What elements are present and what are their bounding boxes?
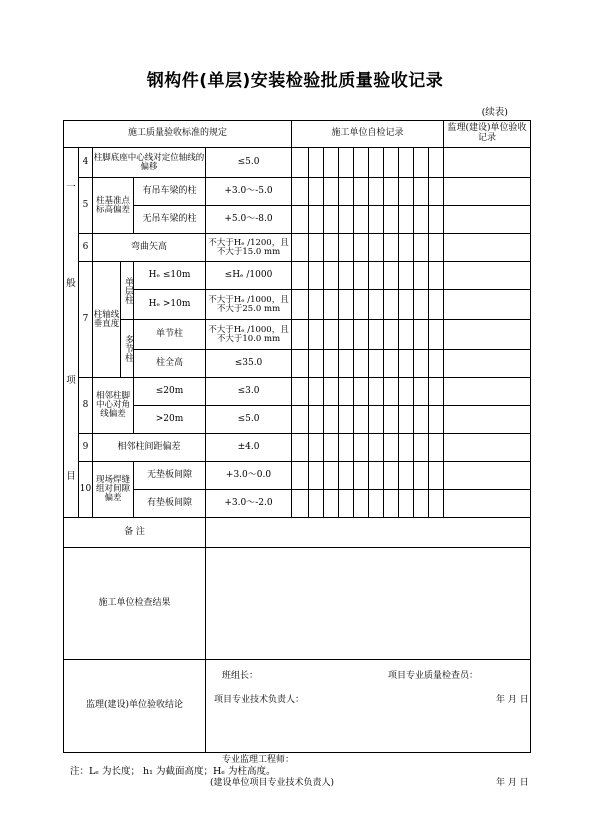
check-cell[interactable] bbox=[384, 490, 399, 518]
item-name-4: 柱脚底座中心线对定位轴线的偏移 bbox=[93, 148, 206, 178]
construction-result-cell[interactable] bbox=[206, 548, 531, 705]
item-sub-value: +3.0～-2.0 bbox=[206, 490, 292, 518]
check-cell[interactable] bbox=[369, 378, 384, 406]
check-cell[interactable] bbox=[369, 350, 384, 378]
check-cell[interactable] bbox=[292, 490, 309, 518]
header-supervision: 监理(建设)单位验收记录 bbox=[444, 121, 531, 148]
check-cell[interactable] bbox=[292, 320, 309, 350]
check-cell[interactable] bbox=[399, 490, 414, 518]
check-cell[interactable] bbox=[324, 290, 339, 320]
check-cell[interactable] bbox=[369, 320, 384, 350]
check-cell[interactable] bbox=[414, 320, 429, 350]
check-cell[interactable] bbox=[309, 434, 324, 462]
check-cell[interactable] bbox=[429, 262, 444, 290]
category-char-1: 一 bbox=[66, 181, 76, 193]
check-cell[interactable] bbox=[354, 406, 369, 434]
supervision-cell[interactable] bbox=[444, 178, 531, 206]
check-cell[interactable] bbox=[369, 148, 384, 178]
header-standard: 施工质量验收标准的规定 bbox=[64, 121, 292, 148]
check-cell[interactable] bbox=[309, 320, 324, 350]
check-cell[interactable] bbox=[324, 490, 339, 518]
check-cell[interactable] bbox=[369, 490, 384, 518]
check-cell[interactable] bbox=[429, 320, 444, 350]
check-cell[interactable] bbox=[414, 490, 429, 518]
check-cell[interactable] bbox=[354, 206, 369, 234]
item-no-8: 8 bbox=[79, 378, 93, 434]
check-cell[interactable] bbox=[339, 206, 354, 234]
check-cell[interactable] bbox=[399, 290, 414, 320]
item-sub-value: ≤35.0 bbox=[206, 350, 292, 378]
check-cell[interactable] bbox=[429, 178, 444, 206]
check-cell[interactable] bbox=[324, 178, 339, 206]
check-cell[interactable] bbox=[354, 262, 369, 290]
check-cell[interactable] bbox=[324, 406, 339, 434]
check-cell[interactable] bbox=[369, 406, 384, 434]
check-cell[interactable] bbox=[369, 178, 384, 206]
check-cell[interactable] bbox=[414, 406, 429, 434]
check-cell[interactable] bbox=[384, 262, 399, 290]
item-sub-label: Hₑ >10m bbox=[134, 290, 206, 320]
supervision-cell[interactable] bbox=[444, 320, 531, 350]
check-cell[interactable] bbox=[339, 290, 354, 320]
check-cell[interactable] bbox=[339, 490, 354, 518]
check-cell[interactable] bbox=[324, 350, 339, 378]
check-cell[interactable] bbox=[339, 350, 354, 378]
check-cell[interactable] bbox=[429, 234, 444, 262]
check-cell[interactable] bbox=[399, 434, 414, 462]
header-self-check: 施工单位自检记录 bbox=[292, 121, 444, 148]
check-cell[interactable] bbox=[399, 320, 414, 350]
check-cell[interactable] bbox=[399, 206, 414, 234]
check-cell[interactable] bbox=[384, 350, 399, 378]
check-cell[interactable] bbox=[399, 378, 414, 406]
check-cell[interactable] bbox=[429, 462, 444, 490]
single-column-label: 单层柱 bbox=[121, 262, 134, 320]
check-cell[interactable] bbox=[292, 434, 309, 462]
check-cell[interactable] bbox=[414, 178, 429, 206]
item-sub-value: ≤5.0 bbox=[206, 406, 292, 434]
continued-label: (续表) bbox=[481, 107, 508, 118]
check-cell[interactable] bbox=[324, 378, 339, 406]
check-cell[interactable] bbox=[324, 434, 339, 462]
check-cell[interactable] bbox=[384, 434, 399, 462]
check-cell[interactable] bbox=[324, 148, 339, 178]
item-no-10: 10 bbox=[79, 462, 93, 518]
item-sub-label: 柱全高 bbox=[134, 350, 206, 378]
check-cell[interactable] bbox=[429, 406, 444, 434]
check-cell[interactable] bbox=[429, 350, 444, 378]
check-cell[interactable] bbox=[309, 290, 324, 320]
item-name-5: 柱基准点标高偏差 bbox=[93, 178, 134, 234]
check-cell[interactable] bbox=[309, 378, 324, 406]
check-cell[interactable] bbox=[354, 462, 369, 490]
category-char-2: 般 bbox=[66, 278, 76, 290]
item-value-6: 不大于Hₑ /1200，且不大于15.0 mm bbox=[206, 234, 292, 262]
remarks-field[interactable] bbox=[206, 518, 531, 548]
item-sub-label: >20m bbox=[134, 406, 206, 434]
construction-label: 施工单位检查结果 bbox=[64, 548, 206, 660]
check-cell[interactable] bbox=[292, 378, 309, 406]
check-cell[interactable] bbox=[354, 290, 369, 320]
check-cell[interactable] bbox=[429, 378, 444, 406]
check-cell[interactable] bbox=[384, 206, 399, 234]
item-name-6: 弯曲矢高 bbox=[93, 234, 206, 262]
check-cell[interactable] bbox=[292, 206, 309, 234]
category-char-3: 项 bbox=[66, 374, 76, 386]
check-cell[interactable] bbox=[292, 406, 309, 434]
check-cell[interactable] bbox=[429, 290, 444, 320]
check-cell[interactable] bbox=[399, 178, 414, 206]
item-sub-label: Hₑ ≤10m bbox=[134, 262, 206, 290]
supervision-cell[interactable] bbox=[444, 378, 531, 406]
check-cell[interactable] bbox=[324, 262, 339, 290]
footnote: 注：Lₑ 为长度； h₁ 为截面高度；Hₑ 为柱高度。 bbox=[70, 766, 276, 777]
check-cell[interactable] bbox=[339, 178, 354, 206]
item-sub-value: 不大于Hₑ /1000，且不大于25.0 mm bbox=[206, 290, 292, 320]
quality-inspector-label: 项目专业质量检查员： bbox=[388, 670, 479, 681]
check-cell[interactable] bbox=[414, 378, 429, 406]
check-cell[interactable] bbox=[384, 178, 399, 206]
check-cell[interactable] bbox=[429, 434, 444, 462]
check-cell[interactable] bbox=[384, 406, 399, 434]
supervision-cell[interactable] bbox=[444, 462, 531, 490]
check-cell[interactable] bbox=[369, 262, 384, 290]
check-cell[interactable] bbox=[384, 462, 399, 490]
check-cell[interactable] bbox=[354, 490, 369, 518]
check-cell[interactable] bbox=[414, 290, 429, 320]
supervision-cell[interactable] bbox=[444, 148, 531, 178]
item-sub-label: 无吊车梁的柱 bbox=[134, 206, 206, 234]
check-cell[interactable] bbox=[414, 434, 429, 462]
check-cell[interactable] bbox=[399, 350, 414, 378]
check-cell[interactable] bbox=[369, 462, 384, 490]
check-cell[interactable] bbox=[309, 262, 324, 290]
check-cell[interactable] bbox=[354, 320, 369, 350]
supervision-cell[interactable] bbox=[444, 234, 531, 262]
item-no-6: 6 bbox=[79, 234, 93, 262]
check-cell[interactable] bbox=[414, 206, 429, 234]
check-cell[interactable] bbox=[309, 406, 324, 434]
item-no-4: 4 bbox=[79, 148, 93, 178]
check-cell[interactable] bbox=[339, 462, 354, 490]
item-sub-label: 无垫板间隙 bbox=[134, 462, 206, 490]
check-cell[interactable] bbox=[384, 320, 399, 350]
remarks-label: 备 注 bbox=[64, 518, 206, 548]
item-name-9: 相邻柱间距偏差 bbox=[93, 434, 206, 462]
check-cell[interactable] bbox=[429, 206, 444, 234]
check-cell[interactable] bbox=[309, 350, 324, 378]
check-cell[interactable] bbox=[414, 148, 429, 178]
item-no-5: 5 bbox=[79, 178, 93, 234]
check-cell[interactable] bbox=[292, 148, 309, 178]
check-cell[interactable] bbox=[369, 234, 384, 262]
item-sub-value: +3.0～-5.0 bbox=[206, 178, 292, 206]
team-leader-label: 班组长： bbox=[222, 670, 259, 681]
check-cell[interactable] bbox=[354, 434, 369, 462]
check-cell[interactable] bbox=[384, 378, 399, 406]
item-sub-value: ≤Hₑ /1000 bbox=[206, 262, 292, 290]
item-sub-value: ≤3.0 bbox=[206, 378, 292, 406]
supervision-date: 年 月 日 bbox=[496, 778, 529, 788]
check-cell[interactable] bbox=[309, 234, 324, 262]
supervision-cell[interactable] bbox=[444, 406, 531, 434]
supervision-cell[interactable] bbox=[444, 350, 531, 378]
check-cell[interactable] bbox=[429, 148, 444, 178]
check-cell[interactable] bbox=[324, 320, 339, 350]
check-cell[interactable] bbox=[399, 234, 414, 262]
item-sub-value: +5.0～-8.0 bbox=[206, 206, 292, 234]
supervision-cell[interactable] bbox=[444, 490, 531, 518]
supervision-cell[interactable] bbox=[444, 262, 531, 290]
check-cell[interactable] bbox=[339, 406, 354, 434]
check-cell[interactable] bbox=[429, 490, 444, 518]
check-cell[interactable] bbox=[309, 148, 324, 178]
check-cell[interactable] bbox=[354, 178, 369, 206]
check-cell[interactable] bbox=[369, 290, 384, 320]
check-cell[interactable] bbox=[292, 290, 309, 320]
check-cell[interactable] bbox=[339, 148, 354, 178]
check-cell[interactable] bbox=[414, 462, 429, 490]
check-cell[interactable] bbox=[292, 178, 309, 206]
owner-lead-label: (建设单位项目专业技术负责人) bbox=[210, 778, 335, 788]
item-value-4: ≤5.0 bbox=[206, 148, 292, 178]
check-cell[interactable] bbox=[309, 462, 324, 490]
check-cell[interactable] bbox=[292, 350, 309, 378]
check-cell[interactable] bbox=[309, 206, 324, 234]
supervision-cell[interactable] bbox=[444, 206, 531, 234]
check-cell[interactable] bbox=[414, 234, 429, 262]
supervision-cell[interactable] bbox=[444, 290, 531, 320]
check-cell[interactable] bbox=[324, 462, 339, 490]
check-cell[interactable] bbox=[309, 490, 324, 518]
check-cell[interactable] bbox=[354, 350, 369, 378]
category-cell bbox=[64, 148, 79, 518]
item-name-7: 柱轴线垂直度 bbox=[93, 262, 121, 378]
check-cell[interactable] bbox=[292, 462, 309, 490]
check-cell[interactable] bbox=[292, 262, 309, 290]
check-cell[interactable] bbox=[399, 462, 414, 490]
item-sub-value: +3.0～0.0 bbox=[206, 462, 292, 490]
supervision-cell[interactable] bbox=[444, 434, 531, 462]
check-cell[interactable] bbox=[339, 378, 354, 406]
supervision-unit-label: 监理(建设)单位验收结论 bbox=[64, 660, 206, 753]
check-cell[interactable] bbox=[339, 262, 354, 290]
check-cell[interactable] bbox=[399, 262, 414, 290]
check-cell[interactable] bbox=[339, 320, 354, 350]
item-name-8: 相邻柱脚中心对角线偏差 bbox=[93, 378, 134, 434]
item-value-9: ±4.0 bbox=[206, 434, 292, 462]
item-sub-value: 不大于Hₑ /1000，且不大于10.0 mm bbox=[206, 320, 292, 350]
check-cell[interactable] bbox=[324, 234, 339, 262]
check-cell[interactable] bbox=[384, 234, 399, 262]
check-cell[interactable] bbox=[339, 234, 354, 262]
check-cell[interactable] bbox=[354, 378, 369, 406]
category-char-4: 目 bbox=[66, 471, 76, 483]
check-cell[interactable] bbox=[339, 434, 354, 462]
check-cell[interactable] bbox=[414, 262, 429, 290]
check-cell[interactable] bbox=[384, 148, 399, 178]
item-name-10: 现场焊缝组对间隙偏差 bbox=[93, 462, 134, 518]
item-sub-label: 有吊车梁的柱 bbox=[134, 178, 206, 206]
check-cell[interactable] bbox=[369, 206, 384, 234]
check-cell[interactable] bbox=[292, 234, 309, 262]
item-sub-label: 单节柱 bbox=[134, 320, 206, 350]
item-no-7: 7 bbox=[79, 262, 93, 378]
check-cell[interactable] bbox=[354, 148, 369, 178]
check-cell[interactable] bbox=[399, 148, 414, 178]
check-cell[interactable] bbox=[369, 434, 384, 462]
multi-column-label: 多节柱 bbox=[121, 320, 134, 378]
tech-lead-label: 项目专业技术负责人： bbox=[214, 694, 305, 705]
check-cell[interactable] bbox=[414, 350, 429, 378]
check-cell[interactable] bbox=[399, 406, 414, 434]
check-cell[interactable] bbox=[384, 290, 399, 320]
item-no-9: 9 bbox=[79, 434, 93, 462]
check-cell[interactable] bbox=[324, 206, 339, 234]
check-cell[interactable] bbox=[309, 178, 324, 206]
page-title: 钢构件(单层)安装检验批质量验收记录 bbox=[146, 71, 444, 91]
check-cell[interactable] bbox=[354, 234, 369, 262]
construction-date: 年 月 日 bbox=[496, 694, 529, 705]
supervising-engineer-label: 专业监理工程师： bbox=[222, 755, 295, 765]
item-sub-label: ≤20m bbox=[134, 378, 206, 406]
item-sub-label: 有垫板间隙 bbox=[134, 490, 206, 518]
